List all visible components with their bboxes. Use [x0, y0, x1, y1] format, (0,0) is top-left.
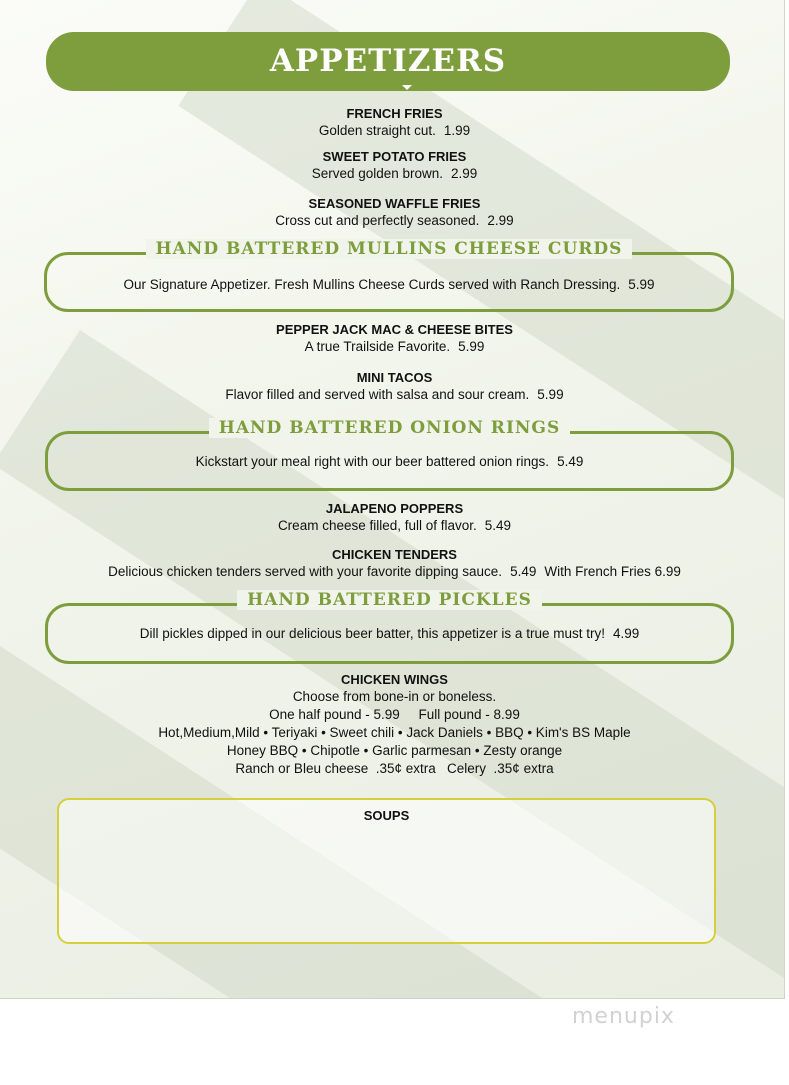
menu-item-chicken-wings [0, 671, 785, 778]
featured-description: Kickstart your meal right with our beer battered onion rings. 5.49 [195, 454, 584, 469]
featured-title: HAND BATTERED PICKLES [48, 590, 731, 610]
item-price: 2.99 [451, 166, 478, 181]
menupix-watermark: menupix [572, 1004, 675, 1029]
wings-line: Hot,Medium,Mild • Teriyaki • Sweet chili • Jack Daniels • BBQ • Kim's BS Maple [158, 725, 631, 740]
item-description: A true Trailside Favorite. 5.99 [304, 339, 485, 354]
item-name: SWEET POTATO FRIES [322, 149, 467, 164]
item-name: CHICKEN WINGS [341, 672, 448, 687]
item-extra-price: With French Fries 6.99 [544, 564, 681, 579]
featured-price: 5.49 [557, 454, 584, 469]
wings-line: Ranch or Bleu cheese .35¢ extra Celery .35¢ extra [235, 761, 554, 776]
item-name: SEASONED WAFFLE FRIES [308, 196, 481, 211]
menu-item-mini-tacos [0, 369, 785, 404]
item-name: CHICKEN TENDERS [332, 547, 457, 562]
item-price: 5.99 [458, 339, 485, 354]
menu-item-jalapeno-poppers [0, 500, 785, 535]
featured-box-onion-rings [45, 418, 734, 491]
menu-item-mac-cheese-bites [0, 321, 785, 356]
wings-line: Honey BBQ • Chipotle • Garlic parmesan • Zesty orange [226, 743, 563, 758]
item-price: 5.49 [510, 564, 537, 579]
page-title: APPETIZERS [269, 43, 507, 79]
title-banner [46, 32, 730, 91]
featured-description: Our Signature Appetizer. Fresh Mullins Cheese Curds served with Ranch Dressing. 5.99 [123, 277, 655, 292]
featured-title: HAND BATTERED ONION RINGS [48, 418, 731, 438]
item-name: JALAPENO POPPERS [325, 501, 464, 516]
wings-line: Choose from bone-in or boneless. [292, 689, 497, 704]
banner-notch [402, 85, 412, 90]
wings-line: One half pound - 5.99 Full pound - 8.99 [269, 707, 520, 722]
featured-description: Dill pickles dipped in our delicious beer batter, this appetizer is a true must try! 4.99 [139, 626, 640, 641]
item-description: Delicious chicken tenders served with your favorite dipping sauce. 5.49 With French Fries 6.99 [108, 564, 681, 579]
item-name: PEPPER JACK MAC & CHEESE BITES [276, 322, 513, 337]
item-description: Cross cut and perfectly seasoned. 2.99 [275, 213, 514, 228]
featured-title: HAND BATTERED MULLINS CHEESE CURDS [47, 239, 731, 259]
item-price: 1.99 [443, 123, 471, 138]
featured-price: 4.99 [612, 626, 640, 641]
item-description: Flavor filled and served with salsa and sour cream. 5.99 [225, 387, 564, 402]
soups-box [57, 798, 716, 944]
menu-item-chicken-tenders [0, 546, 785, 581]
soups-title: SOUPS [363, 808, 410, 823]
featured-price: 5.99 [628, 277, 655, 292]
item-name: MINI TACOS [356, 370, 433, 385]
item-price: 5.49 [484, 518, 512, 533]
item-price: 5.99 [537, 387, 564, 402]
menu-item-french-fries [0, 105, 785, 140]
item-description: Cream cheese filled, full of flavor. 5.49 [277, 518, 512, 533]
item-description: Golden straight cut. 1.99 [318, 123, 471, 138]
menu-item-waffle-fries [0, 195, 785, 230]
item-description: Served golden brown. 2.99 [311, 166, 478, 181]
menu-item-sweet-potato-fries [0, 148, 785, 183]
item-price: 2.99 [487, 213, 514, 228]
featured-box-cheese-curds [44, 239, 734, 312]
item-name: FRENCH FRIES [346, 106, 443, 121]
featured-box-pickles [45, 590, 734, 664]
